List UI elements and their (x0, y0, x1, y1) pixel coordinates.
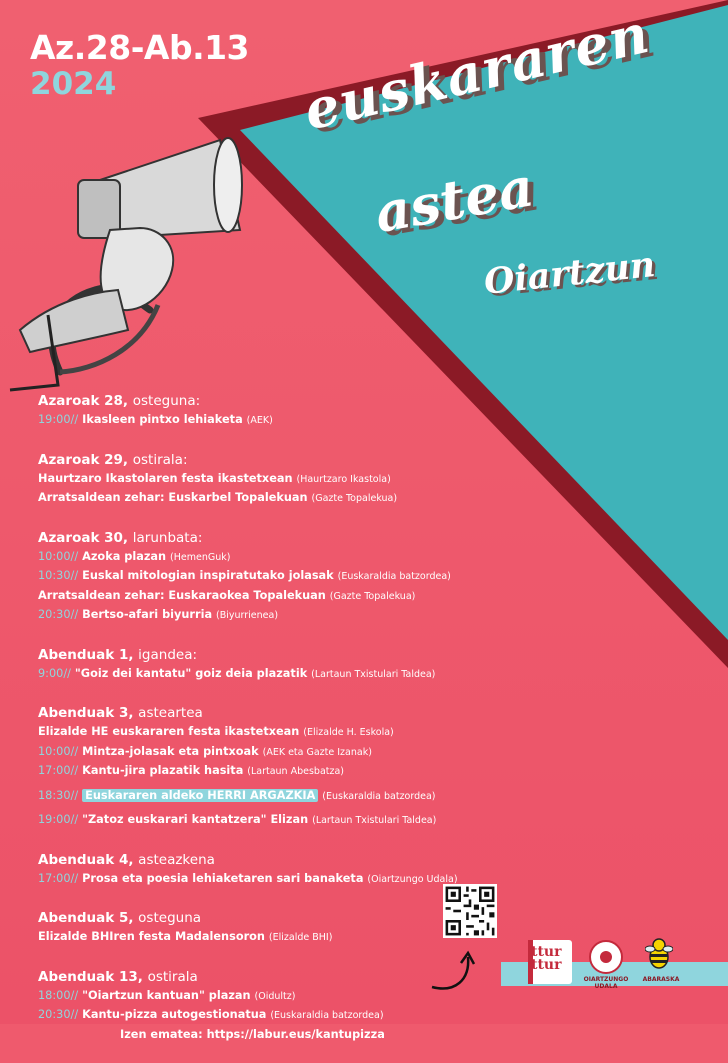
date-range: Az.28-Ab.13 (30, 28, 250, 67)
program-day (38, 645, 518, 685)
day-weekday: ostirala: (132, 451, 188, 468)
day-weekday: asteazkena (138, 851, 215, 868)
event-item (38, 489, 518, 509)
program-day (38, 703, 518, 831)
event-title: Kantu-jira plazatik hasita (82, 764, 244, 777)
event-item (38, 665, 518, 685)
day-weekday: ostirala (147, 968, 198, 985)
day-heading (38, 450, 518, 470)
day-heading (38, 391, 518, 411)
title-astea: astea (370, 154, 539, 246)
event-title: Kantu-pizza autogestionatua (82, 1008, 267, 1021)
day-weekday: igandea: (138, 646, 198, 663)
event-organizer: (Oidultz) (254, 990, 296, 1002)
day-heading (38, 850, 518, 870)
program-day (38, 528, 518, 626)
event-item (38, 411, 518, 431)
event-title: Izen ematea: https://labur.eus/kantupizza (120, 1027, 385, 1041)
event-title: Elizalde HE euskararen festa ikastetxean (38, 725, 300, 738)
day-date: Azaroak 30, (38, 529, 129, 546)
event-organizer: (Haurtzaro Ikastola) (296, 473, 391, 485)
day-heading (38, 645, 518, 665)
oiartzun-seal-icon (589, 940, 623, 974)
event-organizer: (Lartaun Txistulari Taldea) (312, 815, 437, 826)
event-title: "Goiz dei kantatu" goiz deia plazatik (74, 666, 308, 680)
event-organizer: (Lartaun Abesbatza) (247, 766, 345, 777)
event-organizer: (Euskaraldia batzordea) (270, 1010, 384, 1021)
title-euskararen: euskararen (298, 0, 656, 143)
event-organizer: (HemenGuk) (170, 551, 231, 563)
event-title: Elizalde BHIren festa Madalensoron (38, 930, 265, 943)
day-date: Abenduak 1, (38, 646, 134, 663)
event-title: Bertso-afari biyurria (82, 608, 213, 621)
event-title: Prosa eta poesia lehiaketaren sari banaketa (82, 871, 364, 885)
day-date: Abenduak 5, (38, 910, 134, 926)
qr-code[interactable] (443, 884, 497, 938)
event-time: 10:00// (38, 744, 79, 758)
event-item (38, 567, 518, 587)
event-organizer: (Elizalde BHI) (268, 932, 333, 943)
event-time: 18:00// (38, 988, 79, 1002)
event-time: 20:30// (38, 1008, 79, 1021)
event-item (38, 548, 518, 568)
event-time: 17:00// (38, 764, 79, 777)
event-organizer: (Gazte Topalekua) (311, 493, 398, 504)
event-item (38, 587, 518, 607)
day-date: Abenduak 13, (38, 968, 143, 985)
event-organizer: (Biyurrienea) (216, 610, 279, 621)
event-title: Arratsaldean zehar: Euskarbel Topalekuan (38, 491, 308, 504)
event-title: Ikasleen pintxo lehiaketa (82, 413, 243, 426)
day-date: Azaroak 28, (38, 393, 129, 409)
day-date: Abenduak 3, (38, 705, 134, 721)
abaraska-label: ABARASKA (642, 976, 680, 983)
day-heading (38, 703, 518, 723)
event-time: 10:30// (38, 569, 79, 582)
event-item (38, 1026, 518, 1045)
event-title: Haurtzaro Ikastolaren festa ikastetxean (38, 471, 293, 485)
event-item (38, 470, 518, 490)
event-time: 18:30// (38, 788, 79, 802)
event-item (38, 762, 518, 782)
event-title: Mintza-jolasak eta pintxoak (82, 744, 259, 758)
event-title: Azoka plazan (82, 549, 167, 563)
day-weekday: larunbata: (132, 529, 203, 546)
day-date: Abenduak 4, (38, 851, 134, 868)
oiartzun-label: OIARTZUNGO UDALA (583, 976, 629, 990)
event-item (38, 606, 518, 626)
event-item (38, 787, 518, 807)
event-title: Arratsaldean zehar: Euskaraokea Topalekuan (38, 588, 326, 602)
arrow-icon (430, 935, 490, 995)
event-organizer: (Lartaun Txistulari Taldea) (311, 668, 436, 680)
day-heading (38, 528, 518, 548)
day-weekday: asteartea (138, 705, 203, 721)
event-title: Euskararen aldeko HERRI ARGAZKIA (82, 789, 318, 802)
event-time: 9:00// (38, 666, 71, 680)
bee-icon (645, 937, 673, 971)
day-weekday: osteguna (138, 910, 202, 926)
year: 2024 (30, 66, 117, 102)
event-time: 20:30// (38, 608, 79, 621)
event-organizer: (AEK eta Gazte Izanak) (262, 746, 372, 758)
event-title: "Zatoz euskarari kantatzera" Elizan (82, 813, 309, 826)
program-day (38, 450, 518, 509)
event-organizer: (Oiartzungo Udala) (367, 873, 458, 885)
program-day (38, 391, 518, 431)
ttur-logo: ttur ttur (528, 940, 572, 984)
event-item (38, 811, 518, 831)
event-item (38, 1006, 518, 1026)
event-time: 17:00// (38, 871, 79, 885)
day-date: Azaroak 29, (38, 451, 129, 468)
event-time: 10:00// (38, 549, 79, 563)
title-oiartzun: Oiartzun (482, 244, 658, 303)
event-organizer: (Gazte Topalekua) (329, 590, 416, 602)
day-weekday: osteguna: (132, 393, 201, 409)
event-title: "Oiartzun kantuan" plazan (82, 988, 251, 1002)
event-time: 19:00// (38, 413, 79, 426)
event-organizer: (Euskaraldia batzordea) (322, 790, 436, 802)
event-item (38, 743, 518, 763)
event-title: Euskal mitologian inspiratutako jolasak (82, 569, 334, 582)
event-organizer: (Euskaraldia batzordea) (337, 571, 451, 582)
event-organizer: (AEK) (246, 415, 273, 426)
event-item (38, 723, 518, 743)
event-time: 19:00// (38, 813, 79, 826)
event-organizer: (Elizalde H. Eskola) (303, 727, 394, 738)
